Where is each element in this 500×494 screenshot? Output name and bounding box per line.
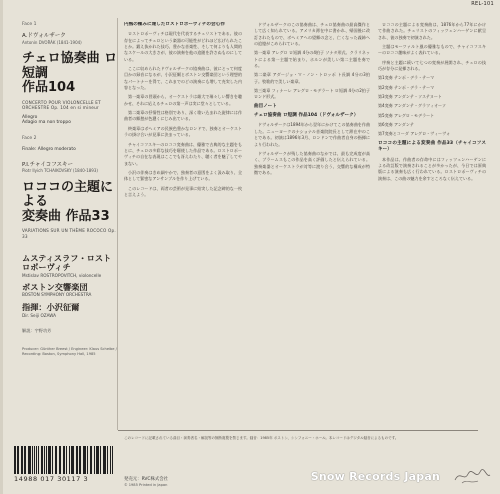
movement-2: Adagio ma non troppo bbox=[22, 120, 71, 126]
movement-3: Finale: Allegro moderato bbox=[22, 146, 76, 152]
barcode-bar bbox=[32, 446, 33, 474]
movement-note: 第三楽章 フィナーレ アレグロ・モデラート ロ短調 4分の2拍子 ロンド形式。 bbox=[254, 88, 370, 100]
barcode-bar bbox=[56, 446, 57, 474]
composer-2-en: Piotr Ilyich TCHAIKOVSKY (1840-1893) bbox=[22, 168, 98, 174]
barcode-bar bbox=[91, 446, 92, 474]
notes-paragraph: ロココの主題による変奏曲は、1876年から77年にかけて作曲された。チェリストのフィッツェンハーゲンに献呈され、彼の独奏で初演された。 bbox=[378, 22, 486, 40]
barcode-bar bbox=[38, 446, 39, 474]
work-heading: チェロ協奏曲 ロ短調 作品104（ドヴォルザーク） bbox=[254, 113, 359, 119]
movement-1: Allegro bbox=[22, 114, 38, 120]
work-1-movement-3 bbox=[22, 147, 118, 152]
composer-2 bbox=[22, 162, 118, 175]
variation-item: 第2変奏 テンポ・デラ・テーマ bbox=[378, 84, 435, 90]
tracklist-column bbox=[22, 22, 118, 356]
handwritten-signature bbox=[452, 466, 492, 486]
work-2-title-line1: ロココの主題による bbox=[22, 179, 114, 210]
work-1-title bbox=[22, 52, 118, 96]
notes-paragraph: ドヴォルザークは1894年から翌年にかけてこの協奏曲を作曲した。ニューヨークのナショナル音楽院院長として滞在中のことである。初演は1896年3月、ロンドンで作曲者自身の指揮により行われた。 bbox=[254, 122, 370, 147]
liner-notes-column-1 bbox=[124, 22, 242, 432]
barcode-bar bbox=[50, 446, 51, 474]
notes-paragraph: 本作品は、作曲者の存命中にはフィッツェンハーゲンによる改訂版で演奏されることが多かったが、今日では原典版による演奏も広く行われている。ロストロポーヴィチの演奏は、この曲の魅力を余すところなく伝えている。 bbox=[378, 156, 486, 181]
conductor-name-ja: 指揮：小沢征爾 bbox=[22, 302, 80, 313]
work-1-title-en: CONCERTO POUR VIOLONCELLE ET ORCHESTRE Op. 104 en si mineur bbox=[22, 99, 101, 111]
notes-paragraph: このレコードは、両者の芸術が見事に結実した記念碑的な一枚と言えよう。 bbox=[124, 185, 242, 197]
cellist-name-ja: ムスティスラフ・ロストロポーヴィチ bbox=[22, 252, 112, 273]
notes-paragraph: ここに収められたドヴォルザークの協奏曲は、彼にとって何度目かの録音になるが、小沢征爾とボストン交響楽団という理想的なパートナーを得て、これまでのどの演奏にも増して充実した内容となった。 bbox=[124, 66, 242, 91]
work-2-title bbox=[22, 181, 118, 225]
barcode-bar bbox=[71, 446, 72, 474]
variation-item: 第7変奏とコーダ アレグロ・ヴィーヴォ bbox=[378, 131, 451, 137]
barcode-bar bbox=[107, 446, 108, 474]
barcode-bar bbox=[64, 446, 65, 474]
barcode-bar bbox=[94, 446, 95, 474]
variation-item: 第1変奏 テンポ・デラ・テーマ bbox=[378, 75, 435, 81]
barcode-bar bbox=[84, 446, 85, 474]
copyright-footnote: このレコードに記載されている曲目・演奏者名・解説等の無断複製を禁じます。録音：1985年 ボストン、シンフォニー・ホール。本レコードはデジタル録音によるものです。 bbox=[124, 436, 399, 440]
cellist-name-en: Mstislav ROSTROPOVITCH, violoncelle bbox=[22, 272, 102, 278]
barcode-bar bbox=[36, 446, 37, 474]
section-heading: 曲目ノート bbox=[254, 103, 277, 109]
liner-notes-column-2 bbox=[254, 22, 370, 432]
notes-paragraph: 第二楽章の抒情性は格別であり、深く歌い込まれた旋律には作曲者の郷愁が色濃くにじみ出ている。 bbox=[124, 110, 242, 122]
barcode-bar bbox=[22, 446, 23, 474]
barcode-bars bbox=[14, 446, 114, 474]
composer-2-ja: P.I.チャイコフスキー bbox=[22, 161, 73, 168]
notes-paragraph: チャイコフスキーのロココ変奏曲は、優雅で古典的な主題をもとに、チェロの多彩な技巧を駆使した作品である。ロストロポーヴィチの自在な表現はここでも冴えわたり、聴く者を魅了してやまない。 bbox=[124, 141, 242, 166]
liner-notes-author: 解説：宇野功芳 bbox=[22, 327, 52, 333]
work-1-title-line2: 作品104 bbox=[22, 80, 76, 95]
orchestra-name-en: BOSTON SYMPHONY ORCHESTRA bbox=[22, 292, 92, 298]
notes-heading: 円熟の極みに達したロストロポーヴィチの会心作 bbox=[124, 22, 225, 27]
notes-paragraph: 主題はモーツァルト風の優雅なもので、チャイコフスキーのロココ趣味がよく表れている。 bbox=[378, 44, 486, 56]
work-heading: ロココの主題による変奏曲 作品33（チャイコフスキー） bbox=[378, 140, 486, 153]
liner-notes-column-3 bbox=[378, 22, 486, 432]
notes-paragraph: 終楽章はボヘミアの民族色豊かなロンドで、独奏とオーケストラの掛け合いが見事に決まっている。 bbox=[124, 125, 242, 138]
notes-paragraph: ロストロポーヴィチは現代を代表するチェリストである。彼の存在によってチェロという楽器の可能性がどれほど広げられたことか。鍛え抜かれた技巧、豊かな音楽性、そして何よりも人間的なスケールの大きさが、彼の演奏を他の追随を許さぬものにしている。 bbox=[124, 31, 242, 62]
side-2-label: Face 2 bbox=[22, 135, 37, 141]
notes-paragraph: 第一楽章の冒頭から、オーケストラは雄大で瑞々しい響きを聴かせ、それに応えるチェロの第一声は実に堂々としている。 bbox=[124, 94, 242, 106]
left-edge-strip bbox=[0, 0, 3, 494]
barcode-bar bbox=[105, 446, 106, 474]
barcode-bar bbox=[59, 446, 61, 474]
barcode-bar bbox=[52, 446, 53, 474]
variation-item: 第6変奏 アンダンテ bbox=[378, 122, 414, 128]
notes-paragraph: ドヴォルザークのこの協奏曲は、チェロ協奏曲の最高傑作として広く知られている。アメリカ滞在中に書かれ、帰国後に改訂されたもので、ボヘミアへの望郷の念と、亡くなった義姉への追憶がこめられている。 bbox=[254, 22, 370, 47]
label-info: 発売元：RVC株式会社 bbox=[124, 477, 169, 482]
production-credits: Producer: Günther Breest / Engineer: Klaus Scheibe / Recording: Boston, Symphony Hall, 1985 bbox=[22, 347, 117, 356]
composer-1-ja: A.ドヴォルザーク bbox=[22, 33, 66, 39]
movement-note: 第一楽章 アレグロ ロ短調 4分の4拍子 ソナタ形式。クラリネットによる第一主題で始まり、ホルンが美しい第二主題を奏でる。 bbox=[254, 50, 370, 69]
barcode-bar bbox=[44, 446, 45, 474]
composer-1-en: Antonín DVOŘÁK (1841-1904) bbox=[22, 39, 82, 45]
barcode bbox=[14, 446, 114, 484]
watermark-text: Snow Records Japan bbox=[310, 470, 440, 483]
label-info-secondary: © 1985 Printed in Japan bbox=[124, 483, 168, 487]
barcode-number: 14988 017 30117 3 bbox=[14, 475, 89, 483]
barcode-bar bbox=[17, 446, 18, 474]
work-1-title-line1: チェロ協奏曲 ロ短調 bbox=[22, 51, 118, 81]
barcode-bar bbox=[77, 446, 78, 474]
notes-paragraph: ドヴォルザークが残した協奏曲のなかでは、最も完成度が高く、ブラームスもこの作品を高く評価したと伝えられている。独奏楽器とオーケストラが対等に渡り合う、交響的な構成が特徴である。 bbox=[254, 150, 370, 175]
notes-paragraph: 小沢の伴奏はきめ細やかで、独奏者の意図をよく汲み取り、全体として緊密なアンサンブルを作り上げている。 bbox=[124, 169, 242, 182]
barcode-bar bbox=[79, 446, 81, 474]
variation-item: 第5変奏 アレグロ・モデラート bbox=[378, 112, 435, 118]
composer-1 bbox=[22, 33, 118, 46]
work-2-title-line2: 変奏曲 作品33 bbox=[22, 208, 110, 224]
work-1-movements bbox=[22, 115, 118, 126]
work-2-title-en: VARIATIONS SUR UN THÈME ROCOCO Op. 33 bbox=[22, 228, 116, 239]
side-1-label: Face 1 bbox=[22, 22, 37, 27]
footer-divider bbox=[118, 430, 478, 431]
barcode-bar bbox=[29, 446, 30, 474]
barcode-bar bbox=[97, 446, 98, 474]
barcode-bar bbox=[46, 446, 47, 474]
variation-item: 第4変奏 アンダンテ・グラツィオーソ bbox=[378, 103, 446, 109]
catalog-number: REL-101 bbox=[471, 1, 494, 7]
barcode-bar bbox=[15, 446, 16, 474]
conductor-name-en: Dir. Seiji OZAWA bbox=[22, 312, 57, 318]
barcode-bar bbox=[24, 446, 26, 474]
barcode-bar bbox=[72, 446, 73, 474]
movement-note: 第二楽章 アダージョ・マ・ノン・トロッポ ト長調 4分の3拍子。牧歌的で美しい楽章。 bbox=[254, 72, 370, 84]
barcode-bar bbox=[112, 446, 113, 474]
barcode-bar bbox=[87, 446, 88, 474]
orchestra-name-ja: ボストン交響楽団 bbox=[22, 281, 88, 292]
variation-item: 第3変奏 アンダンテ・ソステヌート bbox=[378, 94, 442, 100]
notes-paragraph: 序奏と主題に続いて七つの変奏が展開され、チェロの技巧が存分に発揮される。 bbox=[378, 59, 486, 72]
barcode-bar bbox=[100, 446, 101, 474]
barcode-bar bbox=[66, 446, 67, 474]
